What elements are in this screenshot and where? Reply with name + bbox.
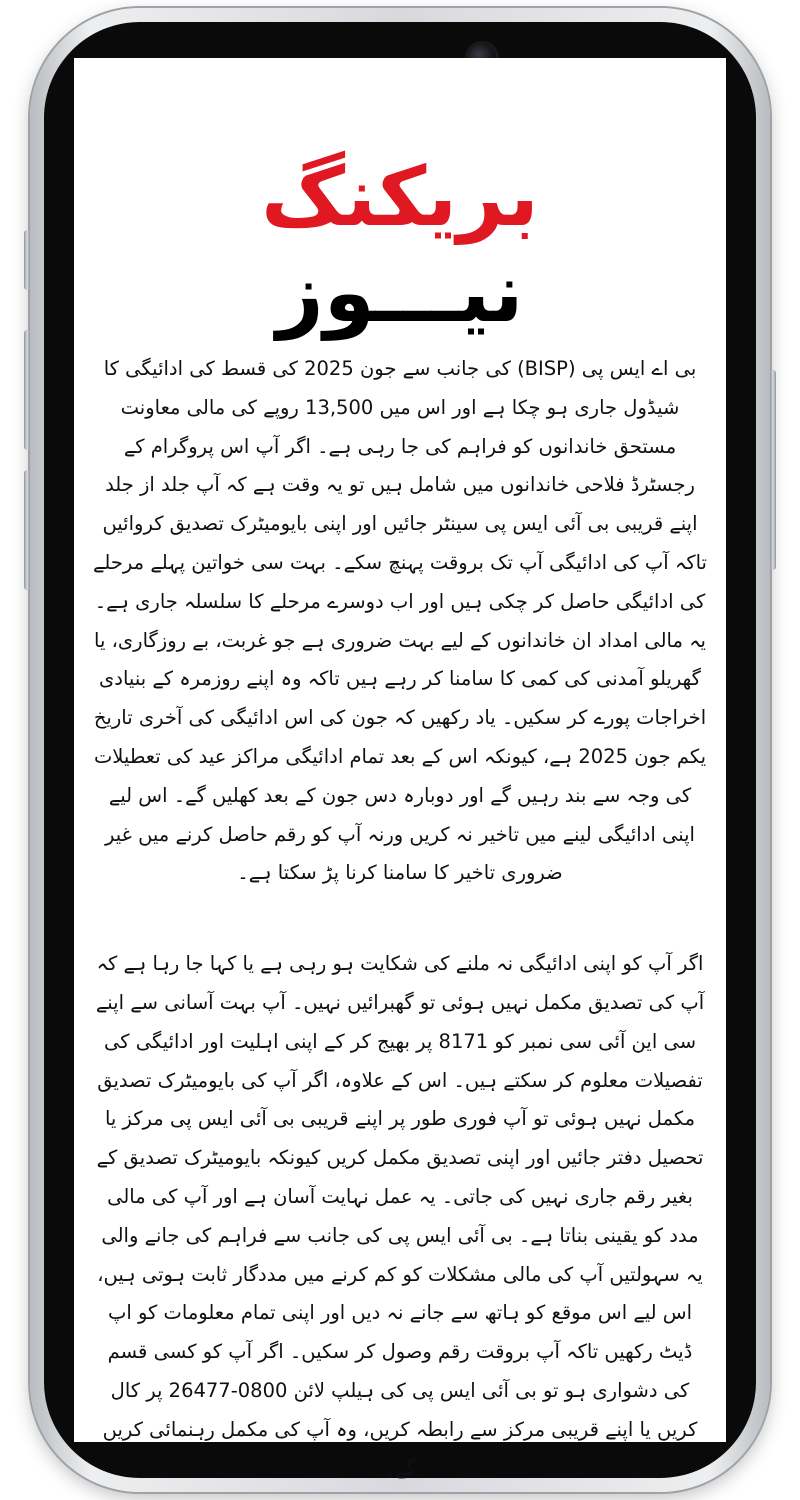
article-body	[92, 350, 708, 1488]
mute-switch	[24, 230, 30, 290]
article-paragraph-2: اگر آپ کو اپنی ادائیگی نہ ملنے کی شکایت ہو رہی ہے یا کہا جا رہا ہے کہ آپ کی تصدیق مکمل نہیں ہوئی تو گھبرائیں نہیں۔ آپ بہت آسانی سے اپنے سی این آئی سی نمبر کو 8171 پر بھیج کر کے اپنی اہلیت اور ادائیگی کی تفصیلات معلوم کر سکتے ہیں۔ اس کے علاوہ، اگر آپ کی بایومیٹرک تصدیق مکمل نہیں ہوئی تو آپ فوری طور پر اپنے قریبی بی آئی ایس پی مرکز یا تحصیل دفتر جائیں اور اپنی تصدیق مکمل کریں کیونکہ بایومیٹرک تصدیق کے بغیر رقم جاری نہیں کی جاتی۔ یہ عمل نہایت آسان ہے اور آپ کی مالی مدد کو یقینی بناتا ہے۔ بی آئی ایس پی کی جانب سے فراہم کی جانے والی یہ سہولتیں آپ کی مالی مشکلات کو کم کرنے میں مددگار ثابت ہوتی ہیں، اس لیے اس موقع کو ہاتھ سے جانے نہ دیں اور اپنی تمام معلومات کو اپ ڈیٹ رکھیں تاکہ آپ بروقت رقم وصول کر سکیں۔ اگر آپ کو کسی قسم کی دشواری ہو تو بی آئی ایس پی کی ہیلپ لائن 0800-26477 پر کال کریں یا اپنے قریبی مرکز سے رابطہ کریں، وہ آپ کی مکمل رہنمائی کریں گے۔	[95, 952, 705, 1480]
article-paragraph-1: بی اے ایس پی (BISP) کی جانب سے جون 2025 کی قسط کی ادائیگی کا شیڈول جاری ہو چکا ہے اور اس میں 13,500 روپے کی مالی معاونت مستحق خاندانوں کو فراہم کی جا رہی ہے۔ اگر آپ اس پروگرام کے رجسٹرڈ فلاحی خاندانوں میں شامل ہیں تو یہ وقت ہے کہ آپ جلد از جلد اپنے قریبی بی آئی ایس پی سینٹر جائیں اور اپنی بایومیٹرک تصدیق کروائیں تاکہ آپ کی ادائیگی آپ تک بروقت پہنچ سکے۔ بہت سی خواتین پہلے مرحلے کی ادائیگی حاصل کر چکی ہیں اور اب دوسرے مرحلے کا سلسلہ جاری ہے۔ یہ مالی امداد ان خاندانوں کے لیے بہت ضروری ہے جو غربت، بے روزگاری، یا گھریلو آمدنی کی کمی کا سامنا کر رہے ہیں تاکہ وہ اپنے روزمرہ کے بنیادی اخراجات پورے کر سکیں۔ یاد رکھیں کہ جون کی اس ادائیگی کی آخری تاریخ یکم جون 2025 ہے، کیونکہ اس کے بعد تمام ادائیگی مراکز عید کی تعطیلات کی وجہ سے بند رہیں گے اور دوبارہ دس جون کے بعد کھلیں گے۔ اس لیے اپنی ادائیگی لینے میں تاخیر نہ کریں ورنہ آپ کو رقم حاصل کرنے میں غیر ضروری تاخیر کا سامنا کرنا پڑ سکتا ہے۔	[92, 357, 707, 885]
headline-breaking: بریکنگ	[261, 150, 539, 245]
volume-up-button	[24, 330, 30, 450]
phone-screen	[74, 58, 726, 1480]
volume-down-button	[24, 470, 30, 590]
headline	[74, 150, 726, 370]
headline-news: نیـــوز	[276, 246, 524, 341]
power-button	[770, 370, 776, 570]
